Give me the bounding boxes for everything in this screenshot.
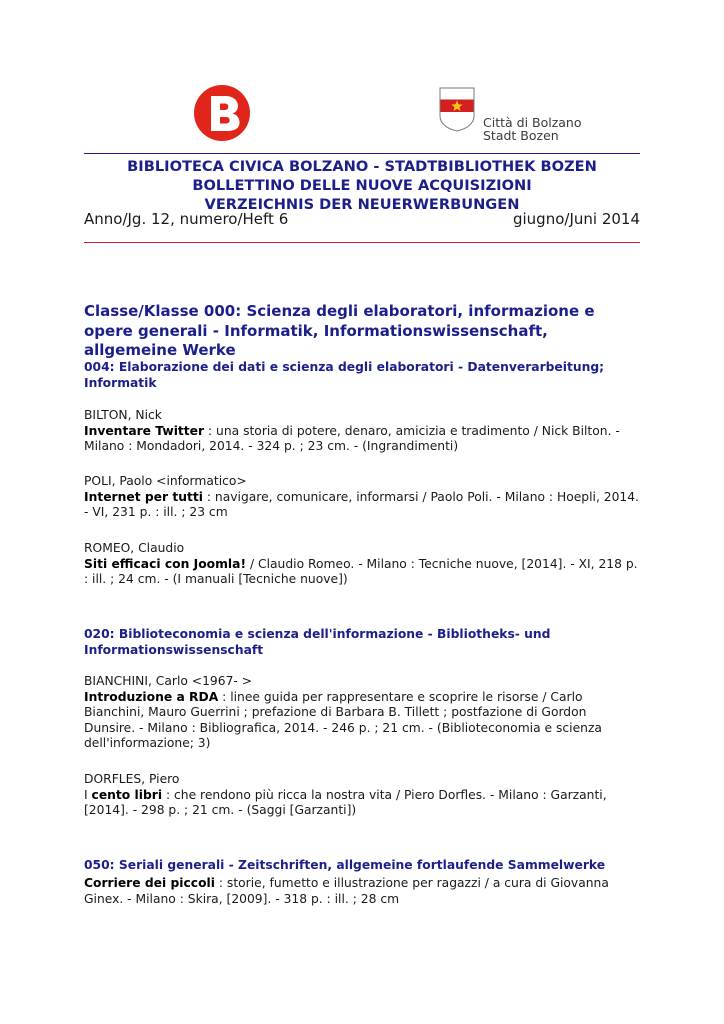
class-heading: Classe/Klasse 000: Scienza degli elaboratori, informazione e opere generali - Informatik, Informationswissenschaft, allgemeine Werke <box>84 302 595 359</box>
city-logo-text <box>483 116 582 142</box>
bulletin-title-german: VERZEICHNIS DER NEUERWERBUNGEN <box>204 196 520 213</box>
catalog-entry <box>84 876 640 907</box>
entry-author: BILTON, Nick <box>84 408 162 422</box>
bulletin-title-italian: BOLLETTINO DELLE NUOVE ACQUISIZIONI <box>192 177 532 194</box>
entry-description: : che rendono più ricca la nostra vita / Piero Dorfles. - Milano : Garzanti, [2014]. - 298 p. ; 21 cm. - (Saggi [Garzanti]) <box>84 787 607 817</box>
entry-author: POLI, Paolo <informatico> <box>84 474 247 488</box>
issue-line <box>84 210 640 228</box>
entry-title: Inventare Twitter <box>84 423 205 438</box>
issue-date: giugno/Juni 2014 <box>512 210 640 228</box>
entry-author: BIANCHINI, Carlo <1967- > <box>84 674 253 688</box>
catalog-entry <box>84 474 640 521</box>
catalog-entry <box>84 408 640 455</box>
library-title: BIBLIOTECA CIVICA BOLZANO - STADTBIBLIOTHEK BOZEN <box>127 158 597 175</box>
entry-description: : linee guida per rappresentare e scoprire le risorse / Carlo Bianchini, Mauro Guerrini ; prefazione di Barbara B. Tillett ; postfazione di Gordon Dunsire. - Milano : Bibliografica, 2014. - 246 p. ; 21 cm. - (Biblioteconomia e scienza dell'informazione; 3) <box>84 689 602 750</box>
entry-title: Siti efficaci con Joomla! <box>84 556 247 571</box>
entry-title: Corriere dei piccoli <box>84 876 215 890</box>
entry-title: Internet per tutti <box>84 489 203 504</box>
coat-of-arms-icon <box>437 86 477 132</box>
entry-description: / Claudio Romeo. - Milano : Tecniche nuove, [2014]. - XI, 218 p. : ill. ; 24 cm. - (I manuali [Tecniche nuove]) <box>84 556 638 586</box>
entry-author: DORFLES, Piero <box>84 772 180 786</box>
library-logo-icon <box>193 84 251 142</box>
catalog-entry <box>84 772 640 819</box>
section-heading-020: 020: Biblioteconomia e scienza dell'informazione - Bibliotheks- und Informationswissenschaft <box>84 627 551 657</box>
entry-description: : storie, fumetto e illustrazione per ragazzi / a cura di Giovanna Ginex. - Milano : Skira, [2009]. - 318 p. : ill. ; 28 cm <box>84 876 609 906</box>
entry-title: cento libri <box>91 787 163 802</box>
entry-description: : una storia di potere, denaro, amicizia e tradimento / Nick Bilton. - Milano : Mondadori, 2014. - 324 p. ; 23 cm. - (Ingrandimenti) <box>84 423 620 453</box>
city-name-german: Stadt Bozen <box>483 128 559 143</box>
section-heading-004: 004: Elaborazione dei dati e scienza degli elaboratori - Datenverarbeitung; Informatik <box>84 360 605 390</box>
header-rule-top <box>84 153 640 154</box>
catalog-entry <box>84 674 640 752</box>
issue-number: Anno/Jg. 12, numero/Heft 6 <box>84 210 289 228</box>
entry-description: : navigare, comunicare, informarsi / Paolo Poli. - Milano : Hoepli, 2014. - VI, 231 p. : ill. ; 23 cm <box>84 489 639 519</box>
catalog-entry <box>84 541 640 588</box>
entry-author: ROMEO, Claudio <box>84 541 185 555</box>
section-heading-050: 050: Seriali generali - Zeitschriften, allgemeine fortlaufende Sammelwerke <box>84 858 606 872</box>
entry-title: Introduzione a RDA <box>84 689 219 704</box>
city-name-italian: Città di Bolzano <box>483 115 582 130</box>
header-rule-bottom <box>84 242 640 243</box>
entry-title-prefix: I <box>84 787 92 802</box>
